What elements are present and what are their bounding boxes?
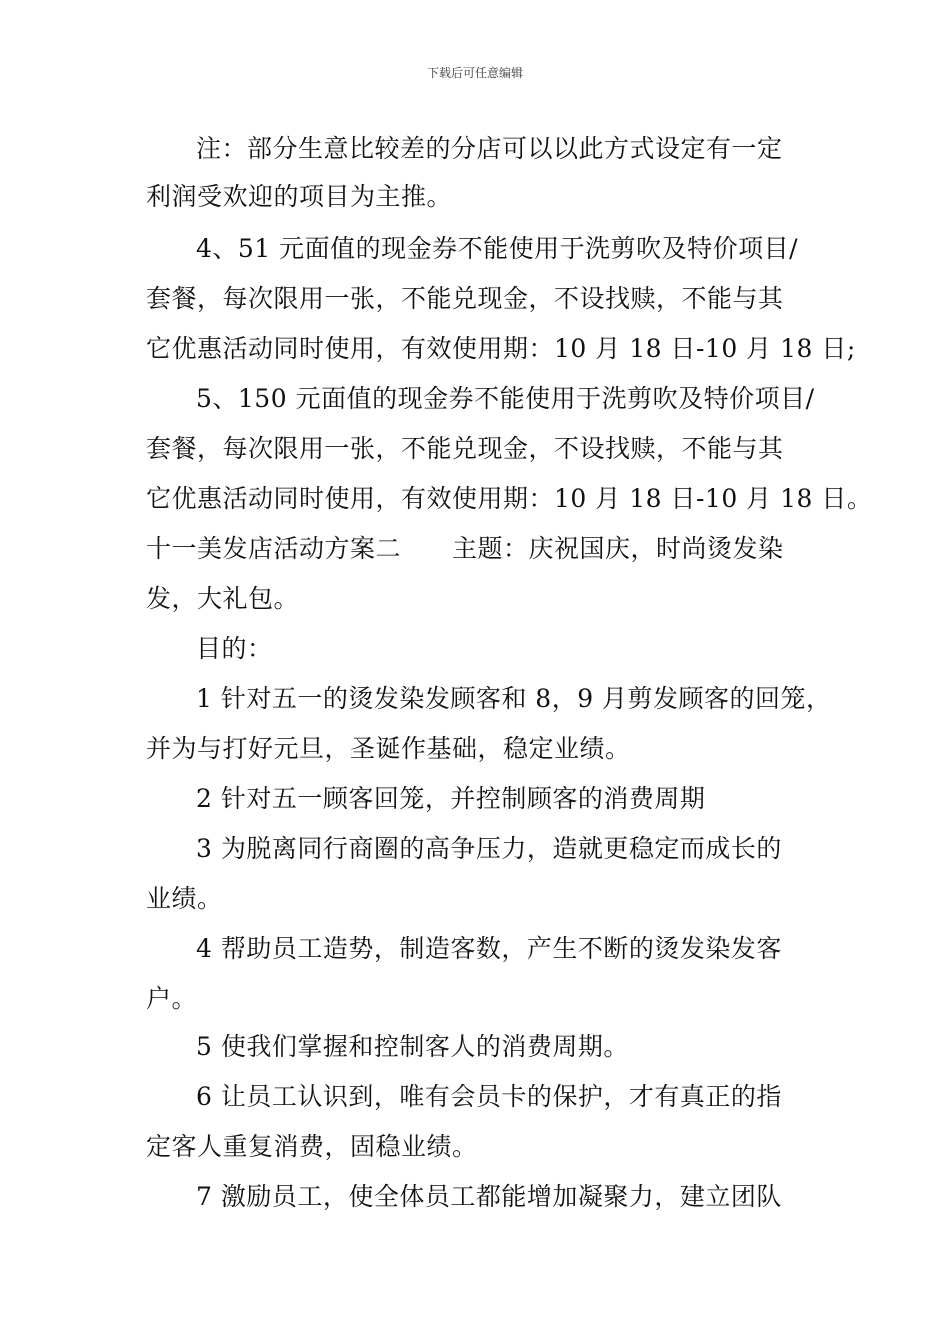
list-item-line: 3 为脱离同行商圈的高争压力，造就更稳定而成长的: [196, 834, 782, 863]
paragraph-line: 发，大礼包。: [146, 584, 300, 613]
list-item-line: 1 针对五一的烫发染发顾客和 8，9 月剪发顾客的回笼，: [196, 684, 832, 713]
paragraph-line: 套餐，每次限用一张，不能兑现金，不设找赎，不能与其: [146, 434, 784, 463]
list-item-line: 5 使我们掌握和控制客人的消费周期。: [196, 1032, 629, 1061]
page-header: 下载后可任意编辑: [426, 66, 523, 80]
paragraph-line: 目的：: [196, 634, 273, 663]
list-item-line: 并为与打好元旦，圣诞作基础，稳定业绩。: [146, 734, 631, 763]
paragraph-line: 它优惠活动同时使用，有效使用期：10 月 18 日-10 月 18 日。: [146, 484, 873, 513]
paragraph-line: 套餐，每次限用一张，不能兑现金，不设找赎，不能与其: [146, 284, 784, 313]
list-item-line: 6 让员工认识到，唯有会员卡的保护，才有真正的指: [196, 1082, 782, 1111]
list-item-line: 定客人重复消费，固稳业绩。: [146, 1132, 478, 1161]
list-item-line: 7 激励员工，使全体员工都能增加凝聚力，建立团队: [196, 1182, 782, 1211]
list-item-line: 4 帮助员工造势，制造客数，产生不断的烫发染发客: [196, 934, 782, 963]
paragraph-line: 4、51 元面值的现金券不能使用于洗剪吹及特价项目/: [196, 234, 799, 263]
paragraph-line: 注：部分生意比较差的分店可以以此方式设定有一定: [196, 134, 783, 163]
paragraph-line: 利润受欢迎的项目为主推。: [146, 182, 453, 211]
paragraph-line: 它优惠活动同时使用，有效使用期：10 月 18 日-10 月 18 日;: [146, 334, 856, 363]
paragraph-line: 5、150 元面值的现金券不能使用于洗剪吹及特价项目/: [196, 384, 815, 413]
list-item-line: 2 针对五一顾客回笼，并控制顾客的消费周期: [196, 784, 706, 813]
section-heading-line: 十一美发店活动方案二 主题：庆祝国庆，时尚烫发染: [146, 534, 784, 563]
list-item-line: 业绩。: [146, 884, 223, 913]
list-item-line: 户。: [146, 984, 198, 1013]
